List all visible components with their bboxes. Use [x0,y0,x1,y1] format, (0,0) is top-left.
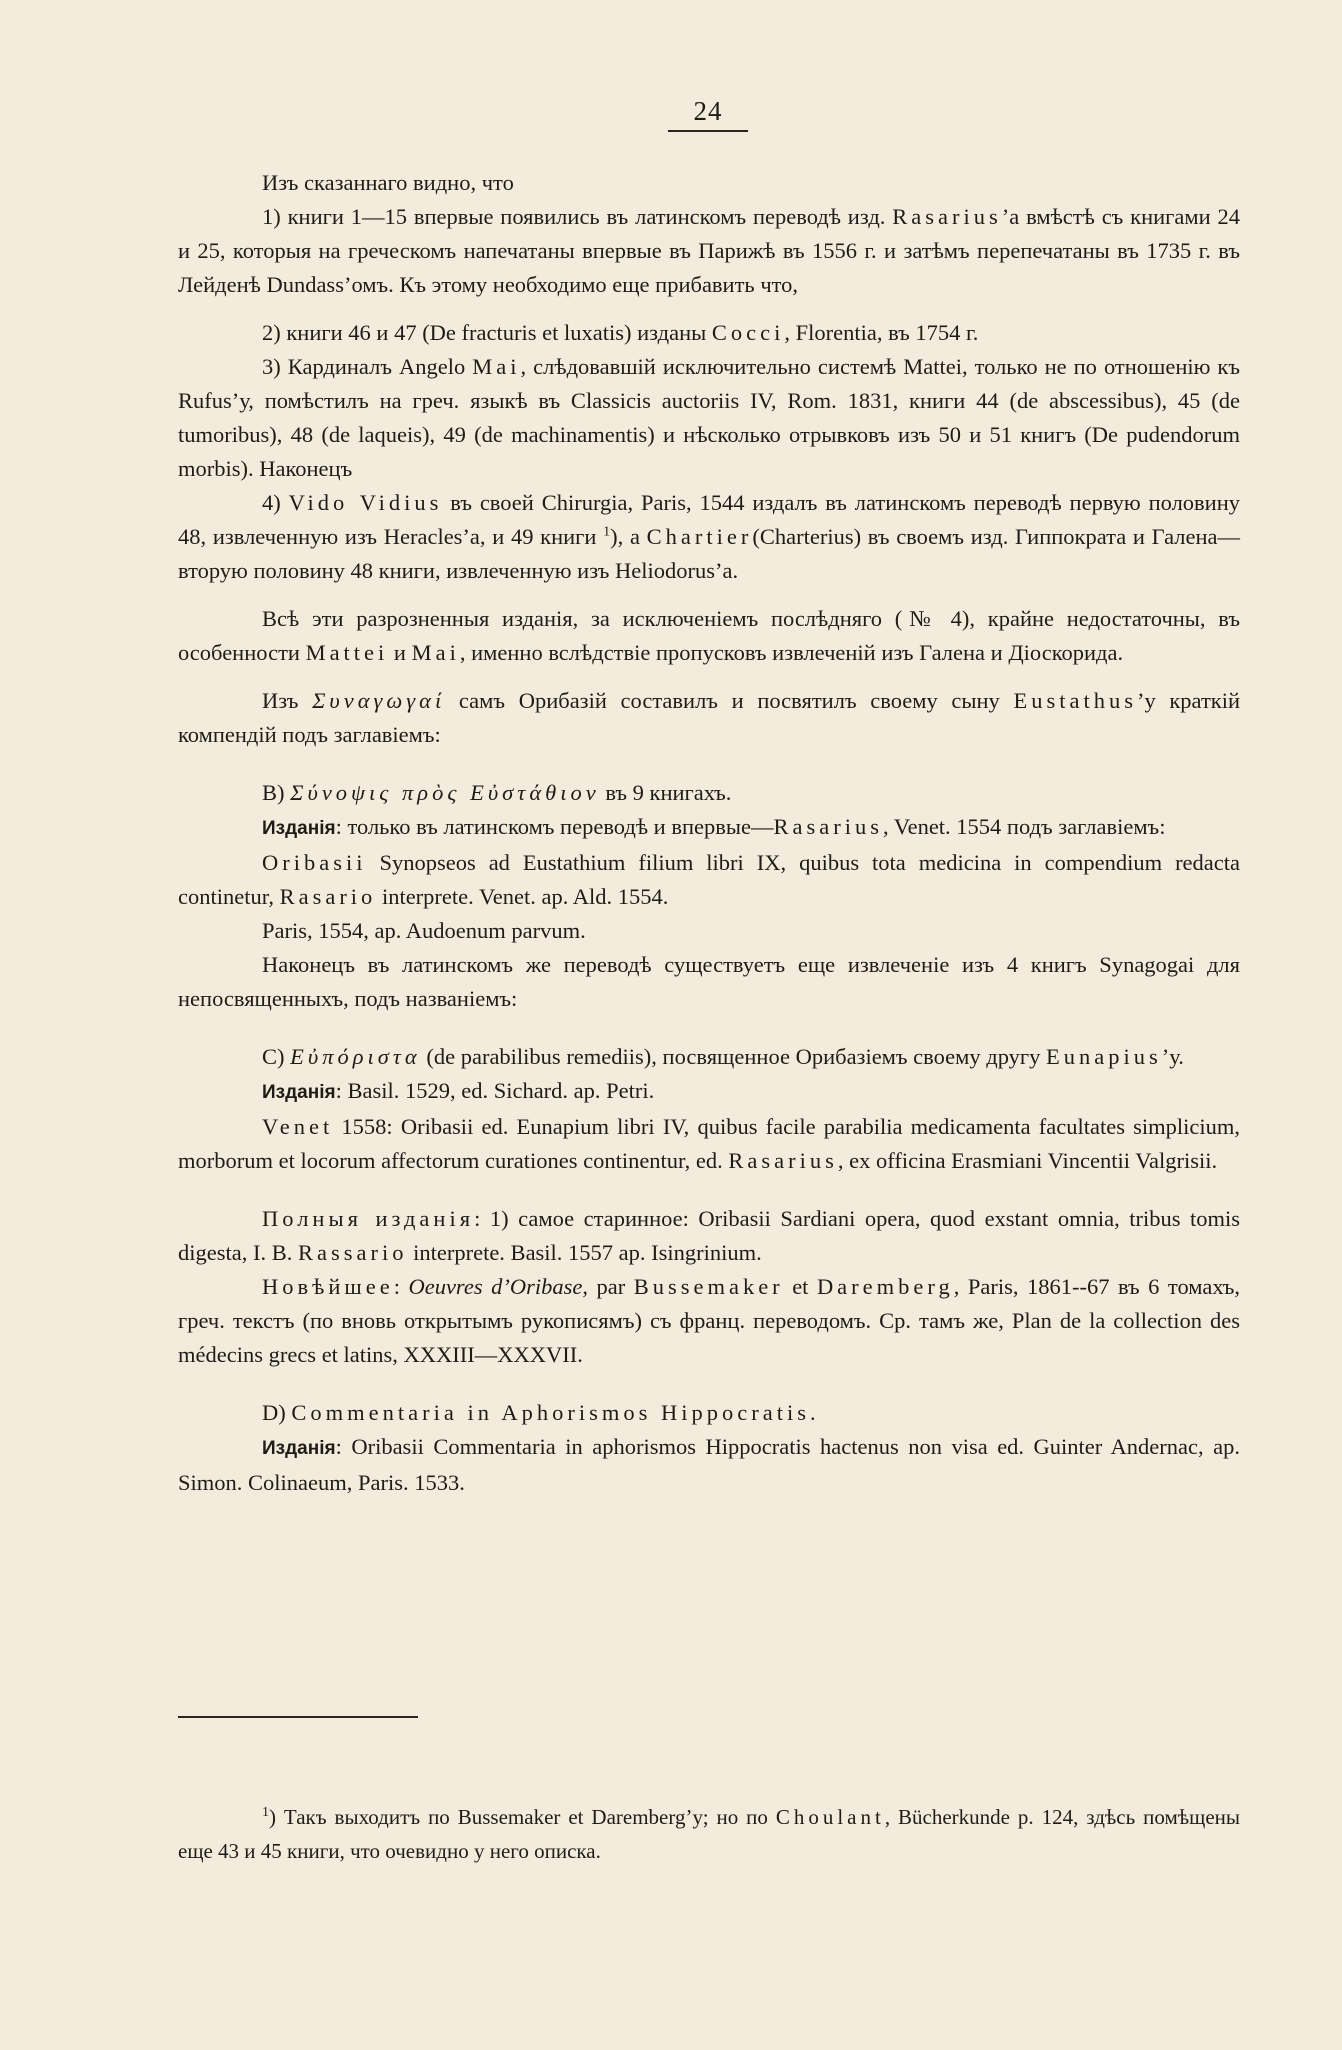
text-run: Изъ [262,688,299,713]
author-name: Rasarius [892,204,1002,229]
author-name: Oribasii [262,850,367,875]
author-name: Eunapius [1046,1044,1162,1069]
editions-label: Изданія [262,1082,336,1103]
body-text [178,166,1240,1500]
editions-label: Изданія [262,1438,336,1459]
text-run: , Paris, 1861--67 въ 6 томахъ, греч. текстъ (по вновь открытымъ рукописямъ) съ франц. переводомъ. Ср. тамъ же, Plan de la collection des médecins grecs et latins, XXXIII—XXXVII. [178,1274,1240,1367]
text-run: 3) Кардиналъ Angelo [262,354,466,379]
text-run: interprete. Venet. ap. Ald. 1554. [381,884,669,909]
spaced-heading: Новѣйшее [262,1274,394,1299]
section-letter: C) [262,1044,285,1069]
section-b-paris [178,914,1240,948]
section-letter: D) [262,1400,286,1425]
text-run: и [393,640,406,665]
text-run: 4) [262,490,281,515]
footnote-text [178,1800,1240,1868]
text-run: Synopseos ad Eustathium filium libri IX, quibus tota medicina in compendium redacta continetur, [178,850,1241,909]
text-run: 1558: Oribasii ed. Eunapium libri IV, quibus facile parabilia medicamenta facultates simplicium, morborum et locorum affectorum curationes continentur, ed. [178,1114,1240,1173]
book-title: Oeuvres d’Oribase [408,1274,583,1299]
section-b-title [178,846,1240,914]
text-run: , ex officina Erasmiani Vincentii Valgrisii. [837,1148,1218,1173]
text-run: interprete. Basil. 1557 ap. Isingrinium. [413,1240,762,1265]
spaced-heading: Полныя изданія [262,1206,475,1231]
text-run: 2) книги 46 и 47 (De fracturis et luxatis) изданы [262,320,707,345]
text-run: et [792,1274,809,1299]
text-run: Paris, 1554, ap. Audoenum parvum. [262,918,586,943]
text-run: : Oribasii Commentaria in aphorismos Hippocratis hactenus non visa ed. Guinter Andernac, ap. Simon. Colinaeum, Paris. 1533. [178,1434,1240,1495]
footnote [178,1800,1240,1868]
author-name: Vido Vidius [288,490,443,515]
section-b-heading [178,776,1240,810]
text-run: ’у краткій компендій подъ заглавіемъ: [178,688,1241,747]
text-run: , Bücherkunde p. 124, здѣсь помѣщены еще 43 и 45 книги, что очевидно у него описка. [178,1805,1240,1863]
paragraph-item-3 [178,350,1240,486]
section-d-editions [178,1430,1240,1500]
text-run: ) Такъ выходитъ по Bussemaker et Daremberg’у; но по [269,1805,768,1829]
place-name: Venet [262,1114,334,1139]
text-run: 1) книги 1—15 впервые появились въ латинскомъ переводѣ изд. [262,204,886,229]
text-run: въ своей Chirurgia, Paris, 1544 издалъ въ латинскомъ переводѣ первую половину 48, извлеченную изъ Heracles’a, и 49 книги [178,490,1241,549]
text-run: ’а вмѣстѣ съ книгами 24 и 25, которыя на греческомъ напечатаны впервые въ Парижѣ въ 1556 г. и затѣмъ перепечатаны въ 1735 г. въ Лейденѣ Dundass’омъ. Къ этому необходимо еще прибавить что, [178,204,1241,297]
author-name: Rasarius [728,1148,838,1173]
text-run: , слѣдовавшій исключительно системѣ Mattei, только не по отношенію къ Rufus’у, помѣстилъ на греч. языкѣ въ Classicis auctoriis IV, Rom. 1831, книги 44 (de abscessibus), 45 (de tumoribus), 48 (de laqueis), 49 (de machinamentis) и нѣсколько отрывковъ изъ 50 и 51 книгъ (De pudendorum morbis). Наконецъ [178,354,1241,481]
paragraph-item-1 [178,200,1240,302]
text-run: въ 9 книгахъ. [605,780,732,805]
text-run: самъ Орибазій составилъ и посвятилъ своему сыну [458,688,1000,713]
text-run: : только въ латинскомъ переводѣ и впервые— [335,814,774,839]
text-run: : 1) самое старинное: Oribasii Sardiani opera, quod exstant omnia, tribus tomis digesta, I. B. [178,1206,1241,1265]
section-d-heading [178,1396,1240,1430]
section-b-extract [178,948,1240,1016]
author-name: Bussemaker [633,1274,784,1299]
text-run: , Florentia, въ 1754 г. [784,320,979,345]
text-run: , Venet. 1554 подъ заглавіемъ: [882,814,1166,839]
text-run: Всѣ эти разрозненныя изданія, за исключеніемъ послѣдняго (№ 4), крайне недостаточны, въ особенности [178,606,1240,665]
text-run: : [393,1274,400,1299]
text-run: Наконецъ въ латинскомъ же переводѣ существуетъ еще извлеченіе изъ 4 книгъ Synagogai для непосвященныхъ, подъ названіемъ: [178,952,1240,1011]
page-number-rule [668,130,748,132]
editions-label: Изданія [262,818,336,839]
paragraph-newest [178,1270,1240,1372]
section-c-venet [178,1110,1240,1178]
author-name: Rasarius [773,814,883,839]
text-run: ), а [610,524,640,549]
text-run: , par [582,1274,626,1299]
paragraph-full-editions [178,1202,1240,1270]
author-name: Rasario [279,884,377,909]
section-c-heading [178,1040,1240,1074]
text-run: (Charterius) въ своемъ изд. Гиппократа и Галена—вторую половину 48 книги, извлеченную изъ Heliodorus’a. [178,524,1241,583]
section-b-editions [178,810,1240,846]
author-name: Mattei [305,640,389,665]
work-title: Commentaria in Aphorismos Hippocratis. [291,1400,820,1425]
paragraph-item-4 [178,486,1240,588]
author-name: Rassario [297,1240,408,1265]
text-run: Изъ сказаннаго видно, что [262,170,514,195]
section-c-editions [178,1074,1240,1110]
greek-title: Συναγωγαί [312,688,446,713]
footnote-marker: 1 [262,1805,269,1820]
author-name: Cocci [711,320,785,345]
section-letter: B) [262,780,285,805]
author-name: Choulant [775,1805,885,1829]
author-name: Daremberg [816,1274,954,1299]
greek-title: Εὐπόριστα [290,1044,421,1069]
author-name: Mai [411,640,460,665]
text-run: , именно вслѣдствіе пропусковъ извлеченій изъ Галена и Діоскорида. [459,640,1124,665]
author-name: Mai [472,354,521,379]
page-number: 24 [693,96,723,126]
author-name: Eustathus [1013,688,1137,713]
text-run: : Basil. 1529, ed. Sichard. ap. Petri. [335,1078,655,1103]
text-run: ’у. [1161,1044,1184,1069]
greek-title: Σύνοψις πρὸς Εὐστάθιον [290,780,600,805]
text-run: (de parabilibus remediis), посвященное Орибазіемъ своему другу [426,1044,1041,1069]
paragraph-synopsis-intro [178,684,1240,752]
paragraph-summary [178,602,1240,670]
footnote-ref: 1 [603,524,611,540]
author-name: Chartier [646,524,753,549]
paragraph-intro [178,166,1240,200]
footnote-rule [178,1716,418,1718]
paragraph-item-2 [178,316,1240,350]
